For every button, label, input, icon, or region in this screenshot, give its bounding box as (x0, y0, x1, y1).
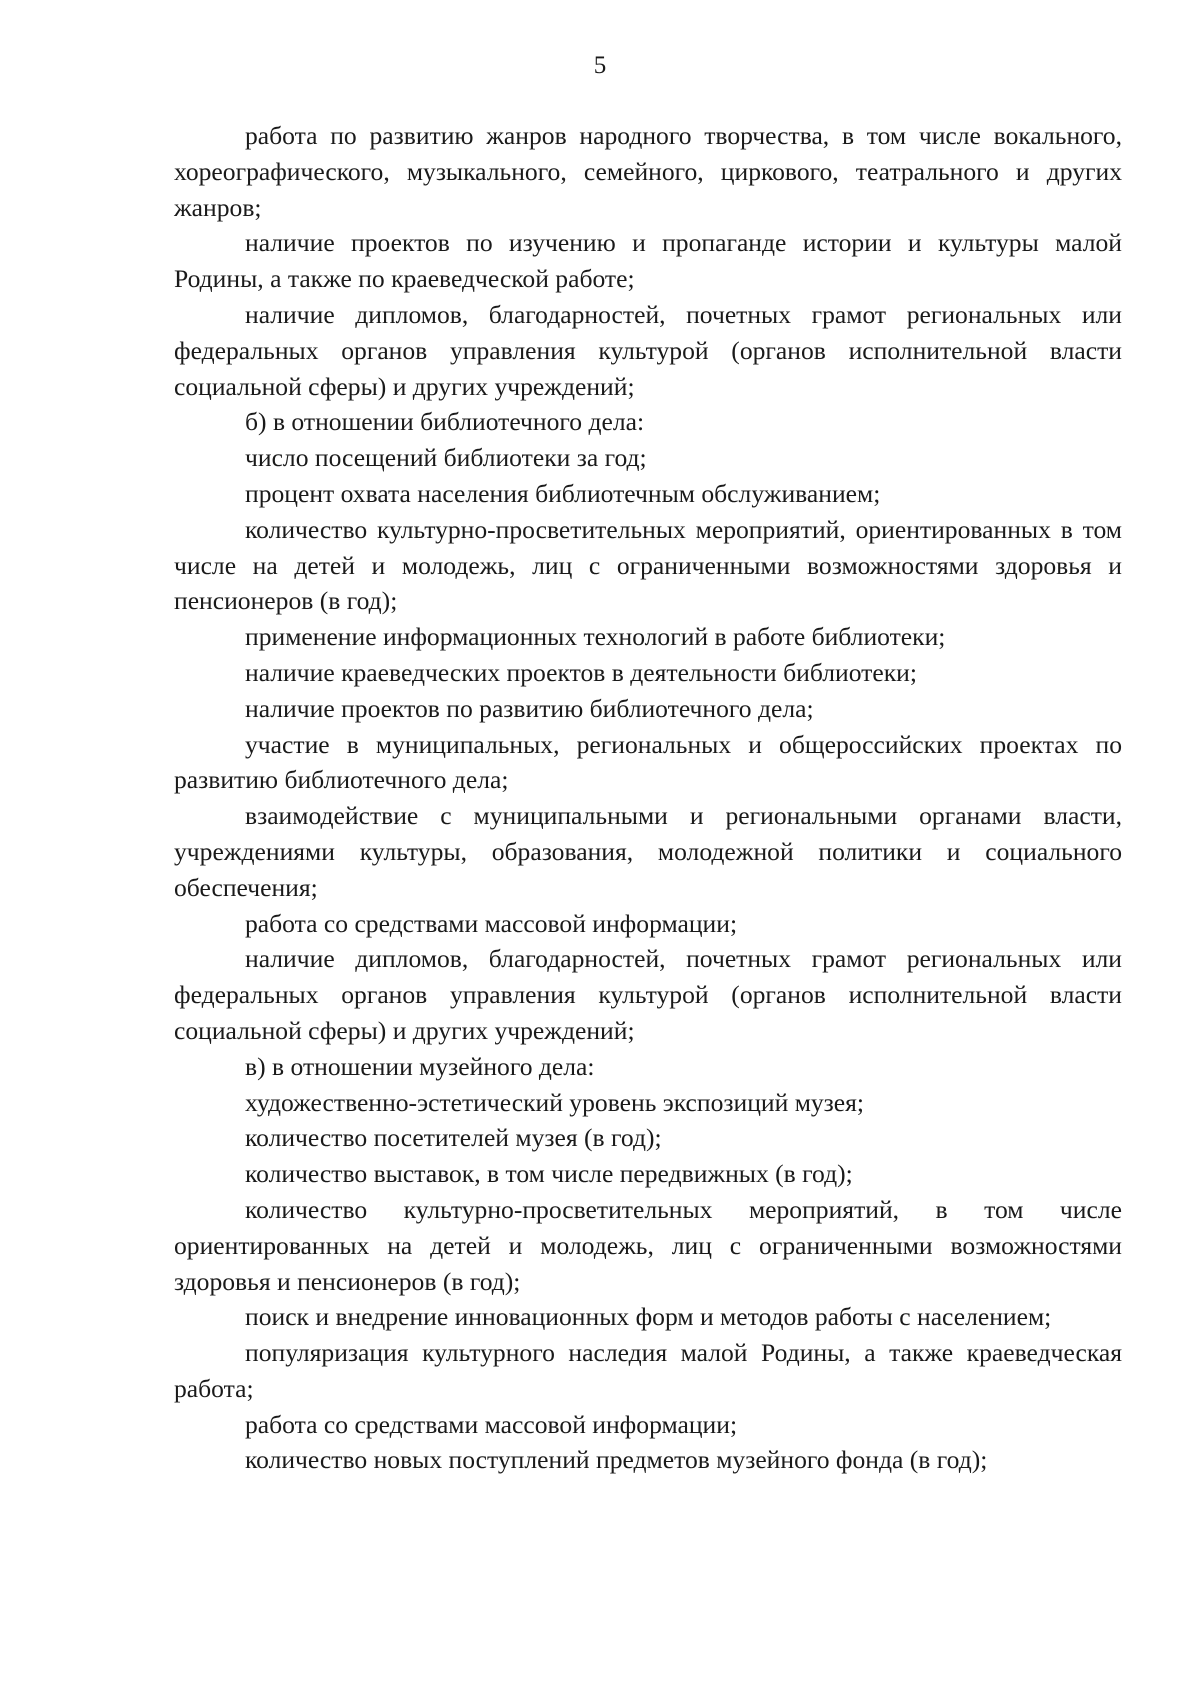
paragraph-library-coverage: процент охвата населения библиотечным обслуживанием; (245, 478, 881, 508)
paragraph-local-history-projects: наличие проектов по изучению и пропаганде истории и культуры малой Родины, а также по краеведческой работе; (174, 228, 1122, 294)
paragraph-library-it: применение информационных технологий в работе библиотеки; (245, 622, 946, 652)
paragraph-folk-genres: работа по развитию жанров народного творчества, в том числе вокального, хореографического, музыкального, семейного, циркового, театрального и других жанров; (174, 121, 1122, 222)
paragraph-museum-exhibitions: количество выставок, в том числе передвижных (в год); (245, 1159, 853, 1189)
paragraph-museum-media: работа со средствами массовой информации; (245, 1409, 738, 1439)
paragraph-library-heading: б) в отношении библиотечного дела: (245, 407, 645, 437)
paragraph-library-events: количество культурно-просветительных мероприятий, ориентированных в том числе на детей и молодежь, лиц с ограниченными возможностями здоровья и пенсионеров (в год); (174, 514, 1122, 616)
paragraph-museum-acquisitions: количество новых поступлений предметов музейного фонда (в год); (245, 1445, 988, 1475)
paragraph-library-participation: участие в муниципальных, региональных и общероссийских проектах по развитию библиотечного дела; (174, 729, 1122, 795)
paragraph-library-development: наличие проектов по развитию библиотечного дела; (245, 693, 814, 723)
document-body (174, 118, 1122, 1478)
paragraph-library-media: работа со средствами массовой информации; (245, 908, 738, 938)
paragraph-museum-visitors: количество посетителей музея (в год); (245, 1123, 662, 1153)
paragraph-museum-innovation: поиск и внедрение инновационных форм и методов работы с населением; (245, 1302, 1052, 1332)
paragraph-museum-heading: в) в отношении музейного дела: (245, 1051, 595, 1081)
paragraph-museum-events: количество культурно-просветительных мероприятий, в том числе ориентированных на детей и молодежь, лиц с ограниченными возможностями здоровья и пенсионеров (в год); (174, 1194, 1122, 1296)
paragraph-diplomas-library: наличие дипломов, благодарностей, почетных грамот региональных или федеральных органов управления культурой (органов исполнительной власти социальной сферы) и других учреждений; (174, 944, 1122, 1045)
page-number: 5 (593, 52, 607, 79)
paragraph-museum-aesthetic: художественно-эстетический уровень экспозиций музея; (245, 1087, 865, 1117)
paragraph-library-visits: число посещений библиотеки за год; (245, 443, 647, 473)
paragraph-museum-heritage: популяризация культурного наследия малой Родины, а также краеведческая работа; (174, 1338, 1122, 1403)
paragraph-library-interaction: взаимодействие с муниципальными и региональными органами власти, учреждениями культуры, образования, молодежной политики и социального обеспечения; (174, 801, 1122, 902)
paragraph-library-local-projects: наличие краеведческих проектов в деятельности библиотеки; (245, 657, 917, 687)
paragraph-diplomas-culture: наличие дипломов, благодарностей, почетных грамот региональных или федеральных органов управления культурой (органов исполнительной власти социальной сферы) и других учреждений; (174, 299, 1122, 401)
